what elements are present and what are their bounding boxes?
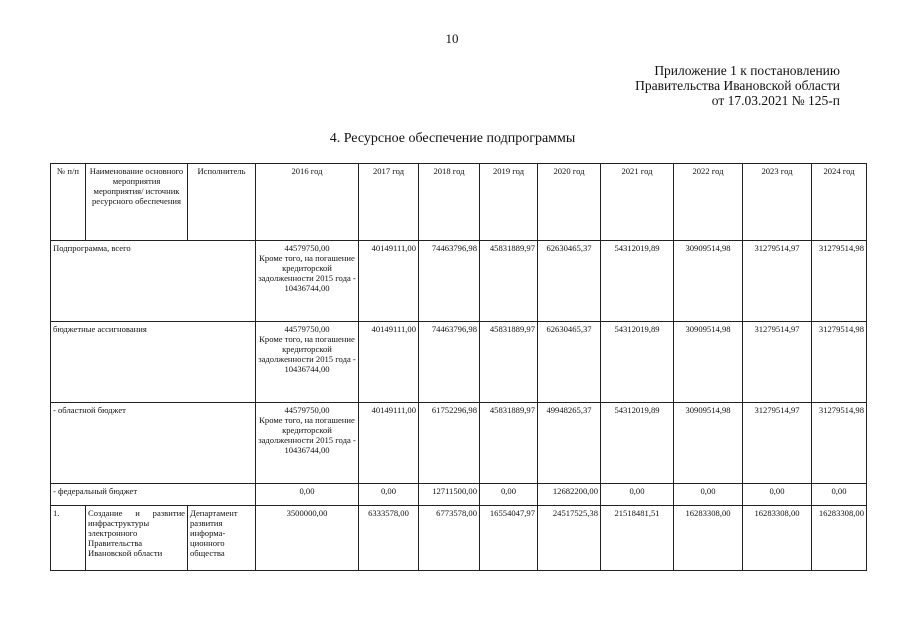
header-year: 2024 год — [812, 164, 867, 241]
row-label: - областной бюджет — [51, 403, 256, 484]
table-row — [51, 322, 867, 403]
appendix-line-1: Приложение 1 к постановлению — [654, 63, 840, 78]
item-num: 1. — [51, 506, 86, 571]
cell-value: 6773578,00 — [419, 506, 480, 571]
cell-value: 40149111,00 — [359, 241, 419, 322]
cell-value: 45831889,97 — [480, 322, 538, 403]
cell-value: 16283308,00 — [743, 506, 812, 571]
header-year: 2019 год — [480, 164, 538, 241]
cell-value: 24517525,38 — [538, 506, 601, 571]
cell-2016-value: 44579750,00 — [284, 324, 330, 334]
cell-2016-value: 0,00 — [256, 484, 359, 506]
cell-value: 49948265,37 — [538, 403, 601, 484]
cell-value: 0,00 — [359, 484, 419, 506]
appendix-line-3: от 17.03.2021 № 125-п — [711, 93, 840, 108]
header-name: Наименование основного мероприятия мероприятия/ источник ресурсного обеспечения — [86, 164, 188, 241]
row-label: - федеральный бюджет — [51, 484, 256, 506]
cell-value: 16554047,97 — [480, 506, 538, 571]
cell-value: 0,00 — [812, 484, 867, 506]
cell-value: 31279514,97 — [743, 322, 812, 403]
cell-value: 31279514,98 — [812, 403, 867, 484]
cell-2016-value: 44579750,00 — [284, 243, 330, 253]
cell-2016 — [256, 241, 359, 322]
cell-2016-value: 3500000,00 — [256, 506, 359, 571]
cell-value: 31279514,97 — [743, 241, 812, 322]
cell-value: 30909514,98 — [674, 322, 743, 403]
cell-value: 31279514,98 — [812, 241, 867, 322]
header-year: 2022 год — [674, 164, 743, 241]
cell-value: 12682200,00 — [538, 484, 601, 506]
cell-value: 74463796,98 — [419, 241, 480, 322]
appendix-caption — [635, 63, 840, 108]
cell-value: 16283308,00 — [674, 506, 743, 571]
cell-value: 62630465,37 — [538, 241, 601, 322]
row-label: Подпрограмма, всего — [51, 241, 256, 322]
cell-value: 12711500,00 — [419, 484, 480, 506]
cell-value: 21518481,51 — [601, 506, 674, 571]
cell-value: 31279514,97 — [743, 403, 812, 484]
page-number: 10 — [445, 31, 459, 46]
table-row — [51, 403, 867, 484]
cell-value: 0,00 — [674, 484, 743, 506]
cell-value: 30909514,98 — [674, 241, 743, 322]
resource-table — [50, 163, 867, 571]
cell-value: 31279514,98 — [812, 322, 867, 403]
section-title: 4. Ресурсное обеспечение подпрограммы — [329, 131, 576, 146]
item-executor: Департамент развития информа-ционного общества — [188, 506, 256, 571]
table-row — [51, 241, 867, 322]
table-header-row — [51, 164, 867, 241]
cell-2016-note: Кроме того, на погашение кредиторской задолженности 2015 года - 10436744,00 — [258, 334, 356, 374]
row-label: бюджетные ассигнования — [51, 322, 256, 403]
cell-value: 45831889,97 — [480, 403, 538, 484]
cell-value: 40149111,00 — [359, 403, 419, 484]
cell-2016-note: Кроме того, на погашение кредиторской задолженности 2015 года - 10436744,00 — [258, 253, 356, 293]
item-name: Создание и развитие инфраструктуры электронного Правительства Ивановской области — [86, 506, 188, 571]
header-year: 2020 год — [538, 164, 601, 241]
cell-value: 54312019,89 — [601, 322, 674, 403]
cell-value: 40149111,00 — [359, 322, 419, 403]
appendix-line-2: Правительства Ивановской области — [635, 78, 840, 93]
cell-value: 45831889,97 — [480, 241, 538, 322]
cell-value: 0,00 — [480, 484, 538, 506]
header-year: 2017 год — [359, 164, 419, 241]
cell-value: 62630465,37 — [538, 322, 601, 403]
header-executor: Исполнитель — [188, 164, 256, 241]
cell-value: 30909514,98 — [674, 403, 743, 484]
header-year: 2021 год — [601, 164, 674, 241]
cell-2016-note: Кроме того, на погашение кредиторской задолженности 2015 года - 10436744,00 — [258, 415, 356, 455]
cell-2016 — [256, 403, 359, 484]
cell-value: 54312019,89 — [601, 403, 674, 484]
table-row — [51, 506, 867, 571]
header-year: 2018 год — [419, 164, 480, 241]
header-year: 2016 год — [256, 164, 359, 241]
cell-value: 6333578,00 — [359, 506, 419, 571]
cell-value: 61752296,98 — [419, 403, 480, 484]
header-year: 2023 год — [743, 164, 812, 241]
cell-value: 54312019,89 — [601, 241, 674, 322]
cell-value: 0,00 — [601, 484, 674, 506]
cell-value: 74463796,98 — [419, 322, 480, 403]
cell-2016 — [256, 322, 359, 403]
table-row — [51, 484, 867, 506]
header-num: № п/п — [51, 164, 86, 241]
cell-2016-value: 44579750,00 — [284, 405, 330, 415]
cell-value: 16283308,00 — [812, 506, 867, 571]
cell-value: 0,00 — [743, 484, 812, 506]
